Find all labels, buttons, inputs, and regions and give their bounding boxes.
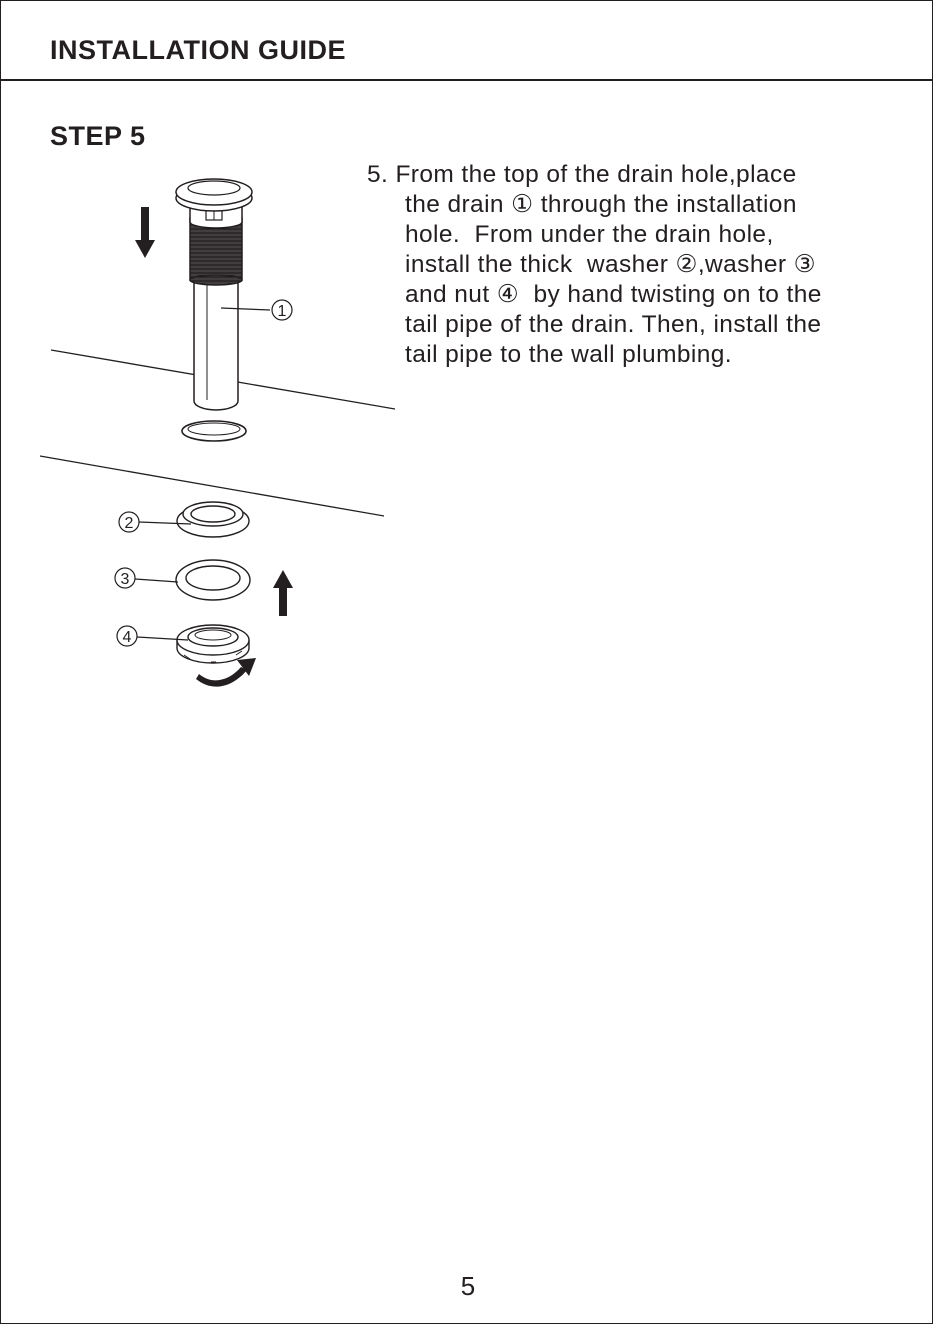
instruction-line: 5. From the top of the drain hole,place xyxy=(367,161,797,188)
drain-assembly xyxy=(176,179,252,410)
arrow-down-icon xyxy=(135,207,155,258)
drain-hole xyxy=(182,421,246,441)
callout-1-label: 1 xyxy=(277,303,287,320)
instruction-line: the drain ① through the installation xyxy=(405,191,797,218)
callout-3 xyxy=(115,568,178,588)
page-number: 5 xyxy=(460,1271,476,1301)
callout-3-label: 3 xyxy=(120,571,130,588)
instruction-line: and nut ④ by hand twisting on to the xyxy=(405,281,822,308)
instruction-line: hole. From under the drain hole, xyxy=(405,221,774,248)
step-instruction xyxy=(367,160,907,370)
thick-washer xyxy=(177,502,249,537)
instruction-line: tail pipe of the drain. Then, install the xyxy=(405,311,822,338)
arrow-up-icon xyxy=(273,570,293,616)
callout-4-label: 4 xyxy=(122,629,132,646)
instruction-line: tail pipe to the wall plumbing. xyxy=(405,341,732,368)
nut xyxy=(177,625,249,663)
instruction-line: install the thick washer ②,washer ③ xyxy=(405,251,817,278)
installation-diagram xyxy=(0,160,400,720)
step-heading: STEP 5 xyxy=(50,121,146,151)
washer xyxy=(176,560,250,600)
callout-2-label: 2 xyxy=(124,515,134,532)
header-divider xyxy=(0,79,933,81)
page-title: INSTALLATION GUIDE xyxy=(50,35,346,65)
